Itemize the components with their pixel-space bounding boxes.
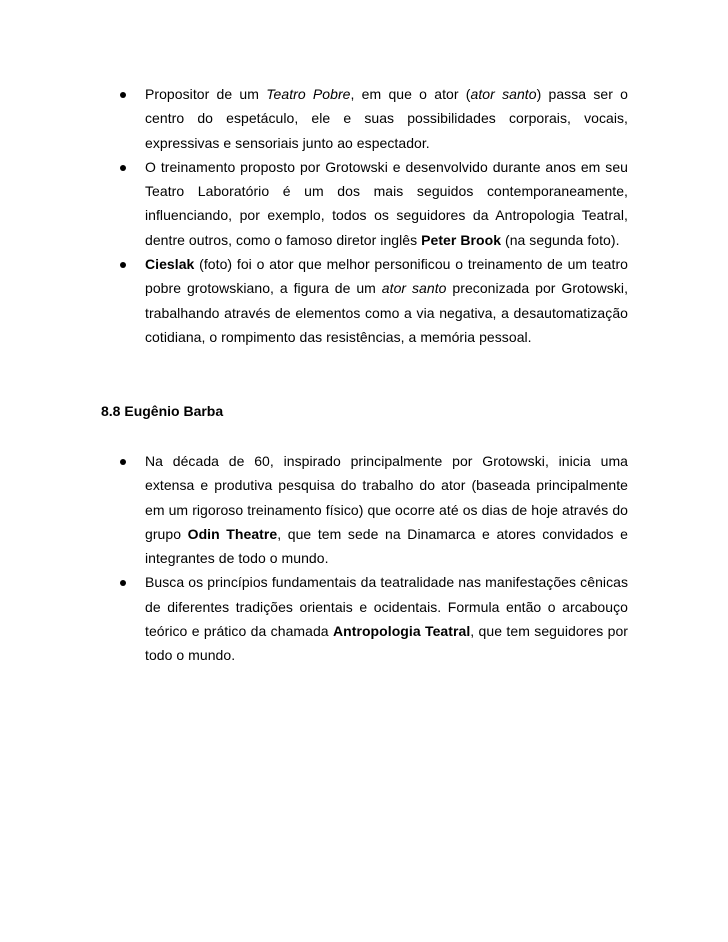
bullet-icon xyxy=(120,262,126,268)
list-item xyxy=(0,449,728,570)
text-run: (na segunda foto). xyxy=(501,231,620,248)
list-item xyxy=(0,155,728,252)
bullet-icon xyxy=(120,459,126,465)
section-heading: 8.8 Eugênio Barba xyxy=(101,403,224,419)
italic-text: Teatro Pobre xyxy=(266,86,351,102)
text-run: Busca os princípios fundamentais da teatralidade nas manifestações cênicas de diferentes tradições orientais e ocidentais. Formula então o arcabouço teórico e prático da chamada xyxy=(145,574,628,640)
list-item xyxy=(0,82,728,155)
paragraph-text xyxy=(145,449,628,570)
text-run: ) passa ser o centro do espetáculo, ele e suas possibilidades corporais, vocais, expressivas e sensoriais junto ao espectador. xyxy=(145,86,628,151)
bullet-list-grotowski xyxy=(0,82,728,349)
paragraph-text xyxy=(145,252,628,349)
text-run: , que tem sede na Dinamarca e atores convidados e integrantes de todo o mundo. xyxy=(145,525,628,567)
text-run: preconizada por Grotowski, trabalhando através de elementos como a via negativa, a desautomatização cotidiana, o rompimento das resistências, a memória pessoal. xyxy=(145,280,629,345)
paragraph-text xyxy=(145,82,628,155)
italic-text: ator santo xyxy=(381,280,447,297)
bold-text: Odin Theatre xyxy=(187,525,278,542)
text-run: (foto) foi o ator que melhor personificou o treinamento de um teatro pobre grotowskiano, a figura de um xyxy=(145,256,628,297)
bold-text: Cieslak xyxy=(145,256,195,273)
paragraph-text xyxy=(145,155,628,252)
italic-text: ator santo xyxy=(470,86,537,102)
paragraph-text xyxy=(145,570,628,667)
bullet-list-barba xyxy=(0,449,728,668)
text-run: O treinamento proposto por Grotowski e desenvolvido durante anos em seu Teatro Laboratório é um dos mais seguidos contemporaneamente, influenciando, por exemplo, todos os seguidores da Antropologia Teatral, dentre outros, como o famoso diretor inglês xyxy=(145,158,628,248)
text-run: , que tem seguidores por todo o mundo. xyxy=(145,623,629,664)
text-run: Na década de 60, inspirado principalmente por Grotowski, inicia uma extensa e produtiva pesquisa do trabalho do ator (baseada principalmente em um rigoroso treinamento físico) que ocorre até os dias de hoje através do grupo xyxy=(145,453,628,542)
bold-text: Peter Brook xyxy=(421,231,502,248)
bullet-icon xyxy=(120,580,126,586)
list-item xyxy=(0,570,728,667)
bullet-icon xyxy=(120,92,126,98)
text-run: , em que o ator ( xyxy=(350,86,471,102)
bullet-icon xyxy=(120,165,126,171)
list-item xyxy=(0,252,728,349)
text-run: Propositor de um xyxy=(145,86,267,102)
bold-text: Antropologia Teatral xyxy=(332,623,471,640)
